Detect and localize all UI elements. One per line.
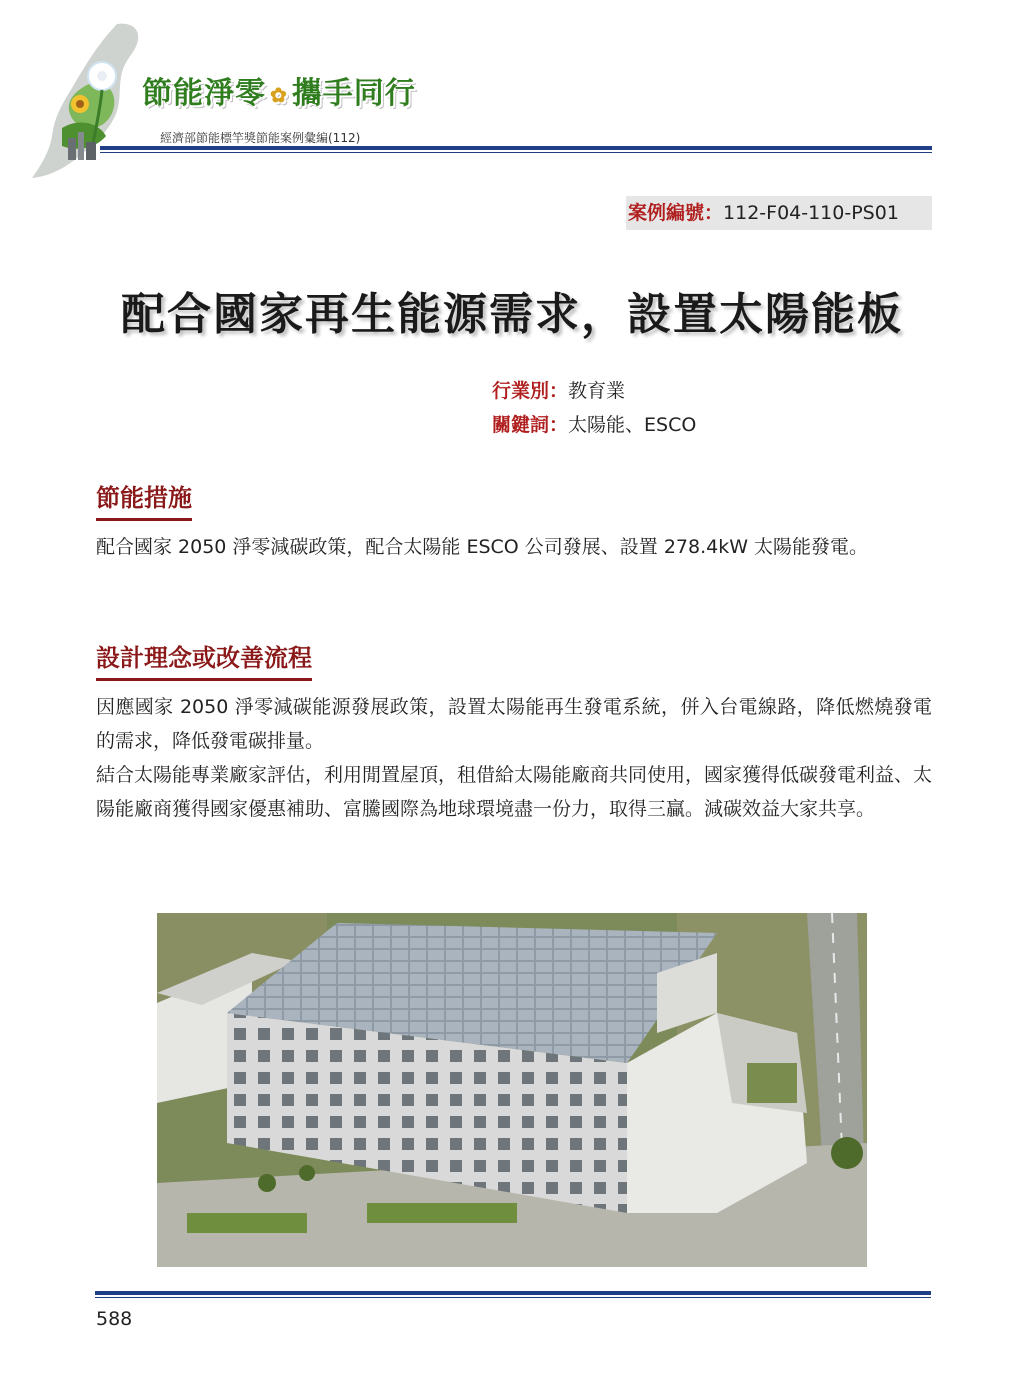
keywords-value: 太陽能、ESCO xyxy=(568,414,697,436)
section-heading-design: 設計理念或改善流程 xyxy=(96,638,312,681)
industry-value: 教育業 xyxy=(568,380,626,402)
header-rule xyxy=(100,146,932,150)
section-design-paragraph-1: 因應國家 2050 淨零減碳能源發展政策，設置太陽能再生發電系統，併入台電線路，降低燃燒發電的需求，降低發電碳排量。 xyxy=(96,696,932,752)
keywords-label: 關鍵詞： xyxy=(492,414,569,436)
logo-title-left: 節能淨零 xyxy=(142,76,266,111)
header-rule-thin xyxy=(100,152,932,153)
building-solar-photo xyxy=(157,913,867,1267)
footer-rule xyxy=(95,1291,931,1295)
case-number xyxy=(626,196,932,230)
section-measures-paragraph: 配合國家 2050 淨零減碳政策，配合太陽能 ESCO 公司發展、設置 278.4kW 太陽能發電。 xyxy=(96,536,869,558)
case-number-label: 案例編號： xyxy=(628,202,724,224)
page-number: 588 xyxy=(96,1308,133,1330)
header-subtitle: 經濟部節能標竿獎節能案例彙編(112) xyxy=(160,131,361,145)
section-design-paragraph-2: 結合太陽能專業廠家評估，利用閒置屋頂，租借給太陽能廠商共同使用，國家獲得低碳發電利益、太陽能廠商獲得國家優惠補助、富騰國際為地球環境盡一份力，取得三贏。減碳效益大家共享。 xyxy=(96,764,933,820)
industry-label: 行業別： xyxy=(492,380,569,402)
page-title: 配合國家再生能源需求，設置太陽能板 xyxy=(121,289,903,340)
flower-icon: ✿ xyxy=(270,83,288,107)
logo-title xyxy=(142,68,416,112)
case-number-value: 112-F04-110-PS01 xyxy=(723,202,899,224)
industry-line xyxy=(492,376,625,403)
keywords-line xyxy=(492,410,696,437)
footer-rule-thin xyxy=(95,1297,931,1298)
logo-title-right: 攜手同行 xyxy=(291,76,416,111)
section-heading-measures: 節能措施 xyxy=(96,478,192,521)
